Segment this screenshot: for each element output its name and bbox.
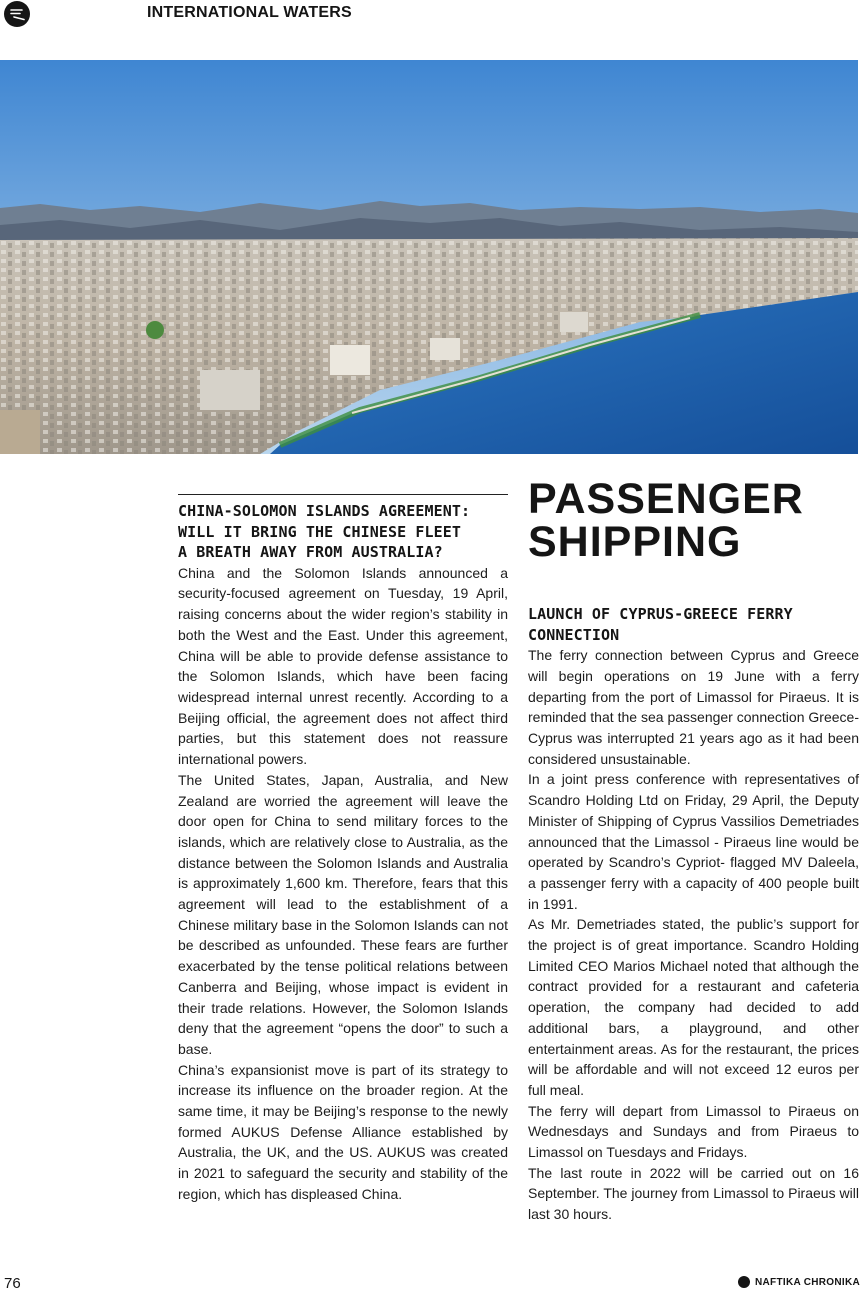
section-heading: [528, 475, 859, 566]
headline-line: CONNECTION: [528, 625, 620, 644]
paragraph: The last route in 2022 will be carried out on 16 September. The journey from Limassol to Piraeus will last 30 hours.: [528, 1164, 859, 1223]
brand-footer: [738, 1276, 860, 1288]
paragraph: The ferry will depart from Limassol to Piraeus on Wednesdays and Sundays and from Piraeus to Limassol on Tuesdays and Fridays.: [528, 1102, 859, 1161]
section-title: INTERNATIONAL WATERS: [147, 4, 352, 21]
title-line: PASSENGER: [528, 475, 804, 523]
paragraph: The ferry connection between Cyprus and Greece will begin operations on 19 June with a ferry departing from the port of Limassol for Piraeus. It is reminded that the sea passenger connection Greece-Cyprus was interrupted 21 years ago as it had been considered unsustainable.: [528, 647, 859, 767]
paragraph: China’s expansionist move is part of its strategy to increase its influence on the broader region. At the same time, it may be Beijing’s response to the newly formed AUKUS Defense Alliance established by Australia, the UK, and the US. AUKUS was created in 2021 to safeguard the security and stability of the region, which has displeased China.: [178, 1061, 508, 1202]
divider-rule: [178, 494, 508, 495]
left-headline: [178, 501, 508, 563]
page-number: 76: [4, 1275, 21, 1292]
right-article: [528, 475, 859, 1225]
brand-name: NAFTIKA CHRONIKA: [755, 1276, 860, 1288]
paragraph: As Mr. Demetriades stated, the public’s support for the project is of great importance. Scandro Holding Limited CEO Marios Michael noted that although the contract provided for a restaurant and cafeteria operation, the company had decided to add additional bars, a playground, and other entertainment areas. As for the restaurant, the prices will be affordable and will not exceed 12 euros per full meal.: [528, 916, 859, 1098]
headline-line: CHINA-SOLOMON ISLANDS AGREEMENT:: [178, 502, 471, 520]
hero-photo: [0, 60, 858, 454]
paragraph: In a joint press conference with representatives of Scandro Holding Ltd on Friday, 29 April, the Deputy Minister of Shipping of Cyprus Vassilios Demetriades announced that the Limassol - Piraeus line would be operated by Scandro’s Cypriot- flagged MV Daleela, a passenger ferry with a capacity of 400 people built in 1991.: [528, 771, 859, 912]
title-line: SHIPPING: [528, 518, 742, 566]
headline-line: WILL IT BRING THE CHINESE FLEET: [178, 522, 462, 541]
logo-icon: [4, 1, 30, 27]
right-headline: [528, 604, 859, 645]
paragraph: The United States, Japan, Australia, and New Zealand are worried the agreement will leave the door open for China to send military forces to the islands, which are relatively close to Australia, as the distance between the Solomon Islands and Australia is approximately 1,600 km. Therefore, fears that this agreement will lead to the establishment of a Chinese military base in the Solomon Islands can not be described as unfounded. These fears are further exacerbated by the tense political relations between Canberra and Beijing, whose impact is evident in their trade relations. However, the Solomon Islands deny that the agreement “opens the door” to such a base.: [178, 771, 508, 1057]
headline-line: LAUNCH OF CYPRUS-GREECE FERRY: [528, 605, 793, 623]
headline-line: A BREATH AWAY FROM AUSTRALIA?: [178, 543, 443, 562]
brand-logo-icon: [738, 1276, 750, 1288]
left-article: [178, 494, 508, 1205]
paragraph: China and the Solomon Islands announced a security-focused agreement on Tuesday, 19 April, raising concerns about the wider region’s stability in both the West and the East. Under this agreement, China will be able to provide defense assistance to the Solomon Islands, which have been facing widespread internal unrest recently. According to a Beijing official, the agreement does not affect third parties, but this statement does not reassure international powers.: [178, 564, 508, 768]
coastline-image: [0, 60, 858, 454]
